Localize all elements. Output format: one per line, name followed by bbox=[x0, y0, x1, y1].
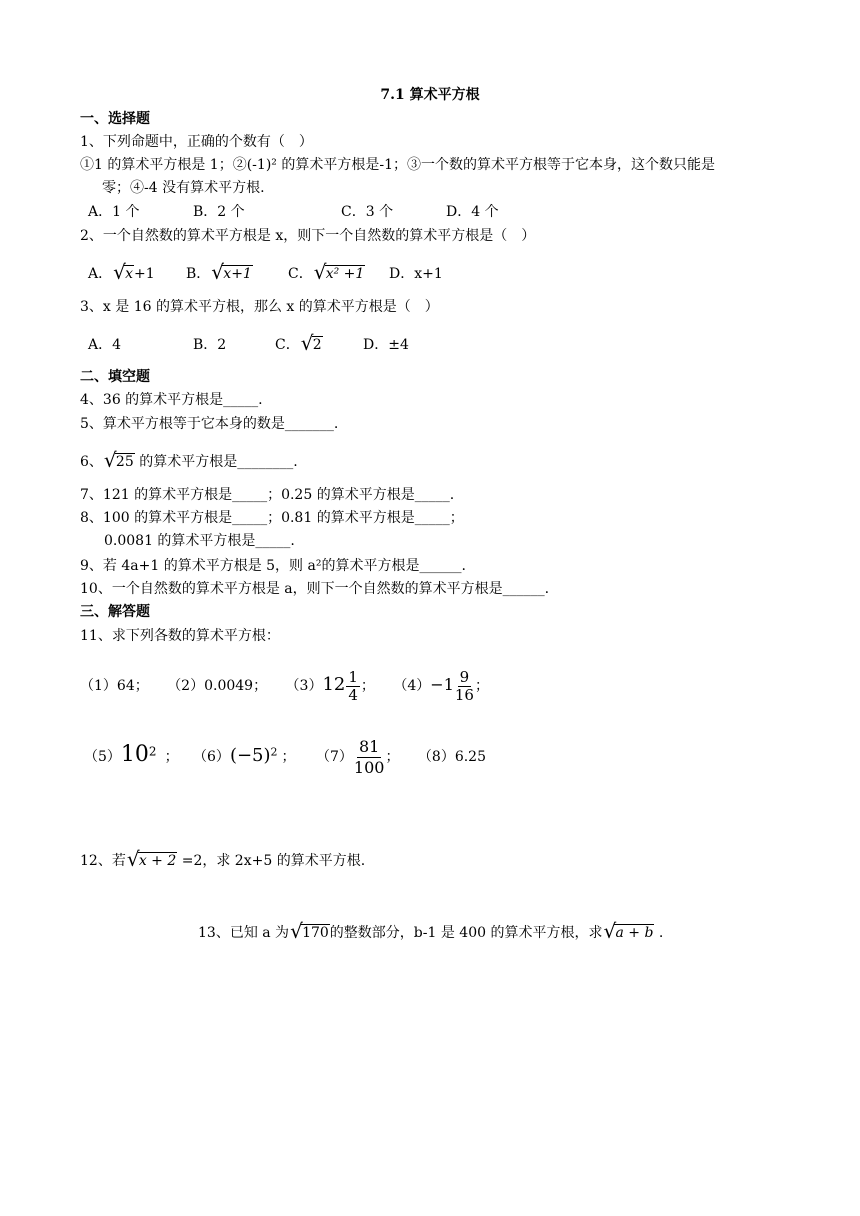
radical-icon: √ bbox=[313, 260, 327, 284]
q6-post: 的算术平方根是________. bbox=[139, 454, 298, 470]
fraction: $\frac{81}{100}$ bbox=[353, 736, 385, 777]
section-choice: 一、选择题 bbox=[80, 111, 150, 127]
q11-item-8: （8）6.25 bbox=[417, 749, 486, 765]
q3-option-b: B．2 bbox=[193, 337, 227, 353]
q7: 7、121 的算术平方根是_____；0.25 的算术平方根是_____. bbox=[80, 487, 455, 503]
q1-option-b: B．2 个 bbox=[193, 204, 245, 220]
q6 bbox=[80, 448, 298, 472]
q11-item-2: （2）0.0049； bbox=[167, 678, 268, 694]
q3-option-a: A．4 bbox=[88, 337, 122, 353]
radical-icon: √ bbox=[290, 919, 303, 943]
section-answer: 三、解答题 bbox=[80, 604, 150, 620]
q3-c-label: C． bbox=[275, 337, 300, 353]
q1-option-c: C．3 个 bbox=[341, 204, 394, 220]
q11-item-1: （1）64； bbox=[80, 678, 149, 694]
q1-line2: 零；④-4 没有算术平方根. bbox=[102, 180, 265, 196]
q11-row2 bbox=[84, 733, 486, 777]
fraction: $\frac{1}{4}$ bbox=[348, 667, 358, 704]
q2-c-sqrt: √ x² +1 bbox=[313, 260, 365, 284]
q13-sqrt-170: √ 170 bbox=[290, 919, 329, 943]
q4: 4、36 的算术平方根是_____. bbox=[80, 392, 263, 408]
q11-item-5: $(5)10^2$ ； bbox=[84, 742, 179, 767]
q2-a-label: A． bbox=[88, 266, 113, 282]
radical-icon: √ bbox=[113, 260, 126, 284]
q13-pre: 13、已知 a 为 bbox=[198, 925, 290, 941]
q6-sqrt: √ 25 bbox=[103, 448, 134, 472]
q12-post: =2，求 2x+5 的算术平方根. bbox=[177, 853, 366, 869]
q2-c-label: C． bbox=[288, 266, 313, 282]
q2-b-sqrt: √ x+1 bbox=[211, 260, 252, 284]
q11-stem: 11、求下列各数的算术平方根： bbox=[80, 628, 280, 644]
section-fill: 二、填空题 bbox=[80, 369, 150, 385]
radical-icon: √ bbox=[103, 448, 117, 472]
q5: 5、算术平方根等于它本身的数是_______. bbox=[80, 416, 339, 432]
fraction: $\frac{9}{16}$ bbox=[454, 667, 474, 704]
q13-post: . bbox=[654, 925, 664, 941]
q11-item-6: $(6)(-5)^2$ ； bbox=[193, 745, 296, 766]
q2-b-label: B． bbox=[186, 266, 211, 282]
q11-item-4: （4）−1 $\frac{9}{16}$ ； bbox=[393, 667, 489, 704]
q13-sqrt-ab: √ a + b bbox=[603, 919, 654, 943]
radical-icon: √ bbox=[211, 260, 225, 284]
q12-sqrt: √ x + 2 bbox=[126, 847, 177, 871]
q12 bbox=[80, 847, 366, 871]
q3-c-sqrt: √ 2 bbox=[300, 331, 322, 355]
q11-item-3: （3）12 $\frac{1}{4}$ ； bbox=[285, 667, 375, 704]
q10: 10、一个自然数的算术平方根是 a，则下一个自然数的算术平方根是______. bbox=[80, 581, 550, 597]
q12-pre: 12、若 bbox=[80, 853, 126, 869]
q2-a-sqrt: √ x bbox=[113, 260, 134, 284]
q3-option-c bbox=[275, 331, 323, 355]
q13-mid: 的整数部分，b-1 是 400 的算术平方根，求 bbox=[329, 925, 603, 941]
q1-line1: ①1 的算术平方根是 1；②(-1)² 的算术平方根是-1；③一个数的算术平方根等于它本身，这个数只能是 bbox=[80, 157, 715, 173]
q2-stem: 2、一个自然数的算术平方根是 x，则下一个自然数的算术平方根是（ ） bbox=[80, 228, 536, 244]
q2-option-a bbox=[88, 260, 155, 284]
q9: 9、若 4a+1 的算术平方根是 5，则 a²的算术平方根是______. bbox=[80, 558, 466, 574]
q3-option-d: D．±4 bbox=[363, 337, 409, 353]
q2-a-tail: +1 bbox=[134, 266, 155, 282]
q2-option-b bbox=[186, 260, 253, 284]
q1-option-d: D．4 个 bbox=[446, 204, 499, 220]
q3-stem: 3、x 是 16 的算术平方根，那么 x 的算术平方根是（ ） bbox=[80, 299, 439, 315]
radical-icon: √ bbox=[126, 847, 140, 871]
q2-option-d: D．x+1 bbox=[389, 266, 443, 282]
q8-continued: 0.0081 的算术平方根是_____. bbox=[104, 533, 295, 549]
radical-icon: √ bbox=[300, 331, 314, 355]
q6-pre: 6、 bbox=[80, 454, 103, 470]
q8: 8、100 的算术平方根是_____；0.81 的算术平方根是_____； bbox=[80, 510, 464, 526]
q1-option-a: A．1 个 bbox=[88, 204, 140, 220]
q2-option-c bbox=[288, 260, 365, 284]
q11-item-7: （7） $\frac{81}{100}$ ； bbox=[315, 736, 400, 777]
page-title: 7.1 算术平方根 bbox=[380, 87, 480, 103]
q11-row1 bbox=[80, 667, 489, 703]
q13 bbox=[198, 919, 664, 943]
q1-stem: 1、下列命题中，正确的个数有（ ） bbox=[80, 134, 313, 150]
radical-icon: √ bbox=[603, 919, 617, 943]
